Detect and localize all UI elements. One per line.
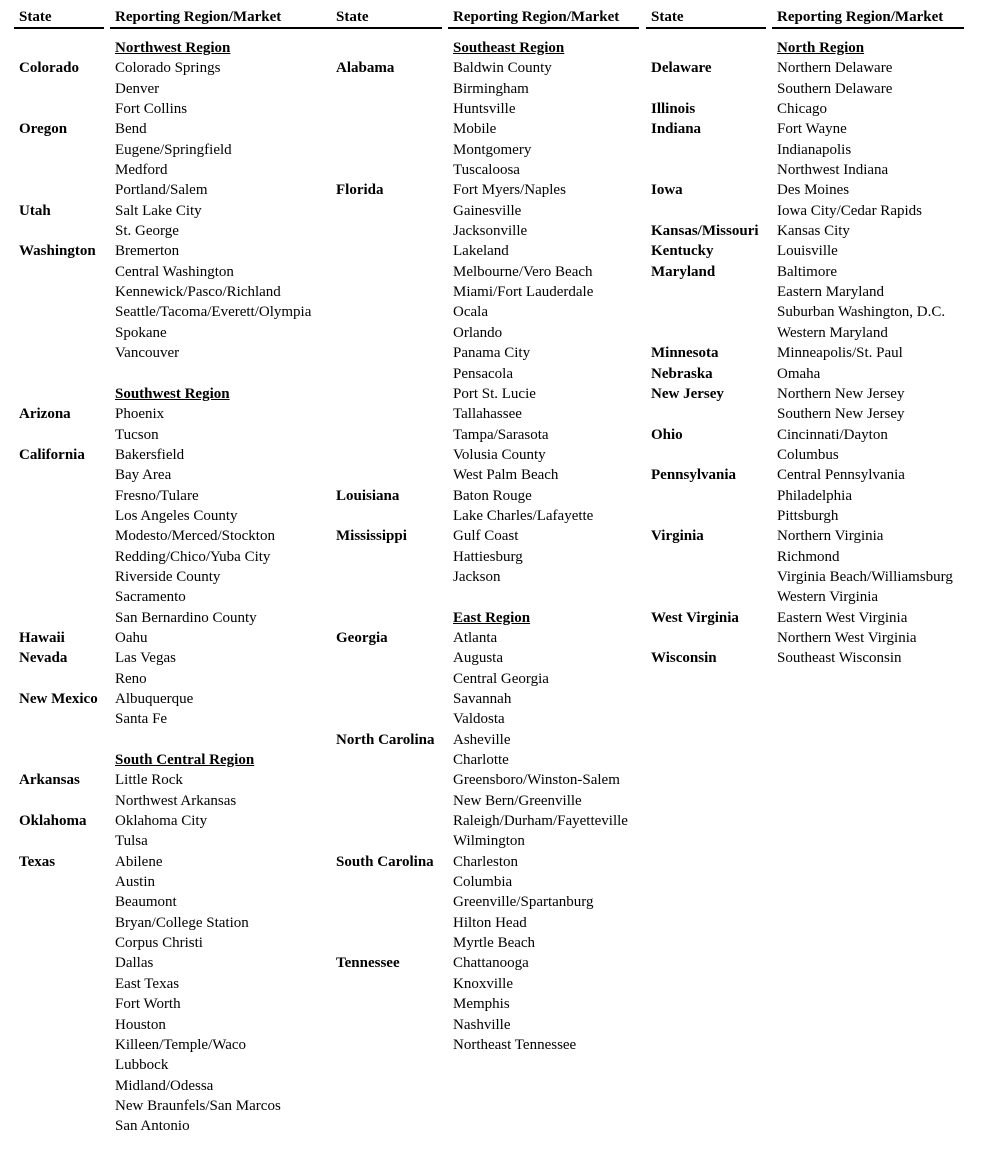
state-cell: Nebraska bbox=[651, 365, 713, 382]
market-cell: Charleston bbox=[453, 853, 518, 870]
market-cell: Cincinnati/Dayton bbox=[777, 426, 888, 443]
state-cell: Nevada bbox=[19, 650, 68, 667]
region-heading: Northwest Region bbox=[115, 40, 231, 56]
market-cell: Tuscaloosa bbox=[453, 162, 520, 179]
market-cell: Spokane bbox=[115, 324, 167, 341]
market-cell: Colorado Springs bbox=[115, 60, 221, 77]
market-cell: Jacksonville bbox=[453, 223, 528, 240]
market-cell: Charlotte bbox=[453, 752, 509, 769]
market-cell: Santa Fe bbox=[115, 711, 168, 728]
market-cell: Savannah bbox=[453, 691, 512, 707]
market-cell: Knoxville bbox=[453, 975, 513, 992]
market-cell: Bay Area bbox=[115, 467, 172, 484]
market-cell: Northwest Indiana bbox=[777, 162, 889, 179]
market-cell: Louisville bbox=[777, 243, 838, 260]
market-cell: Chattanooga bbox=[453, 955, 529, 972]
market-cell: Killeen/Temple/Waco bbox=[115, 1036, 247, 1053]
market-cell: Sacramento bbox=[115, 589, 186, 606]
state-cell: California bbox=[19, 446, 85, 463]
market-cell: Portland/Salem bbox=[115, 182, 208, 199]
market-cell: Volusia County bbox=[453, 446, 546, 463]
state-cell: Washington bbox=[19, 243, 96, 260]
market-cell: Beaumont bbox=[115, 894, 177, 911]
state-header-rule bbox=[14, 27, 104, 29]
state-cell: Delaware bbox=[651, 60, 712, 77]
state-cell: Indiana bbox=[651, 121, 702, 138]
market-cell: Reno bbox=[115, 670, 147, 687]
market-cell: Greenville/Spartanburg bbox=[453, 894, 594, 911]
market-cell: Augusta bbox=[453, 650, 503, 667]
market-cell: Southeast Wisconsin bbox=[777, 650, 902, 667]
state-cell: Arkansas bbox=[19, 772, 80, 789]
market-cell: Iowa City/Cedar Rapids bbox=[777, 202, 922, 219]
market-cell: San Bernardino County bbox=[115, 609, 257, 626]
market-cell: Melbourne/Vero Beach bbox=[453, 263, 593, 280]
market-cell: Huntsville bbox=[453, 101, 516, 118]
market-cell: Panama City bbox=[453, 345, 531, 362]
market-cell: Richmond bbox=[777, 548, 840, 565]
market-header-rule bbox=[772, 27, 964, 29]
region-heading: Southeast Region bbox=[453, 40, 565, 56]
market-cell: Modesto/Merced/Stockton bbox=[115, 528, 275, 545]
market-cell: Philadelphia bbox=[777, 487, 852, 504]
market-cell: Hilton Head bbox=[453, 914, 527, 931]
market-cell: Houston bbox=[115, 1016, 166, 1033]
market-cell: Baton Rouge bbox=[453, 487, 532, 504]
state-cell: Texas bbox=[19, 853, 56, 870]
region-heading: Southwest Region bbox=[115, 385, 230, 402]
market-cell: Tulsa bbox=[115, 833, 148, 850]
state-cell: South Carolina bbox=[336, 853, 434, 870]
market-cell: Suburban Washington, D.C. bbox=[777, 304, 946, 321]
state-header-rule bbox=[331, 27, 442, 29]
market-cell: Oahu bbox=[115, 629, 148, 646]
market-header: Reporting Region/Market bbox=[777, 9, 944, 25]
market-cell: Bend bbox=[115, 121, 147, 138]
state-cell: Florida bbox=[336, 182, 384, 199]
market-header-rule bbox=[110, 27, 338, 29]
state-cell: Utah bbox=[19, 202, 51, 219]
market-cell: Eastern West Virginia bbox=[777, 609, 908, 626]
market-cell: New Braunfels/San Marcos bbox=[115, 1097, 281, 1114]
market-cell: Columbia bbox=[453, 874, 513, 891]
market-cell: Abilene bbox=[115, 853, 163, 870]
market-cell: Denver bbox=[115, 80, 160, 97]
state-header: State bbox=[19, 9, 52, 25]
market-cell: Bryan/College Station bbox=[115, 914, 249, 931]
state-cell: Pennsylvania bbox=[651, 467, 737, 484]
market-cell: Indianapolis bbox=[777, 141, 852, 158]
market-cell: Northeast Tennessee bbox=[453, 1036, 577, 1053]
market-cell: Fresno/Tulare bbox=[115, 487, 199, 504]
market-cell: Baldwin County bbox=[453, 60, 552, 77]
market-cell: Des Moines bbox=[777, 182, 850, 199]
market-cell: Columbus bbox=[777, 446, 839, 463]
state-cell: Tennessee bbox=[336, 955, 400, 972]
state-cell: New Mexico bbox=[19, 691, 98, 707]
market-cell: Fort Wayne bbox=[777, 121, 847, 138]
market-cell: Orlando bbox=[453, 324, 503, 341]
market-cell: Birmingham bbox=[453, 80, 529, 97]
market-cell: Dallas bbox=[115, 955, 154, 972]
market-cell: Kansas City bbox=[777, 223, 850, 240]
state-cell: Ohio bbox=[651, 426, 683, 443]
market-cell: Northern West Virginia bbox=[777, 629, 917, 646]
state-cell: North Carolina bbox=[336, 731, 435, 748]
region-heading: East Region bbox=[453, 609, 531, 626]
state-cell: Hawaii bbox=[19, 629, 65, 646]
market-cell: Tallahassee bbox=[453, 406, 522, 423]
market-cell: Central Georgia bbox=[453, 670, 549, 687]
market-cell: Central Washington bbox=[115, 263, 234, 280]
market-cell: Southern Delaware bbox=[777, 80, 893, 97]
state-header: State bbox=[651, 9, 684, 25]
market-cell: Jackson bbox=[453, 568, 501, 585]
market-cell: Asheville bbox=[453, 731, 511, 748]
market-cell: Medford bbox=[115, 162, 168, 179]
market-header: Reporting Region/Market bbox=[115, 9, 282, 25]
market-cell: Minneapolis/St. Paul bbox=[777, 345, 903, 362]
market-cell: Atlanta bbox=[453, 629, 498, 646]
market-cell: Miami/Fort Lauderdale bbox=[453, 284, 594, 301]
market-cell: Seattle/Tacoma/Everett/Olympia bbox=[115, 304, 312, 321]
market-cell: Northern Delaware bbox=[777, 60, 893, 77]
market-cell: Raleigh/Durham/Fayetteville bbox=[453, 813, 628, 830]
market-cell: Memphis bbox=[453, 996, 510, 1013]
market-cell: Myrtle Beach bbox=[453, 935, 536, 952]
market-cell: Pittsburgh bbox=[777, 507, 839, 524]
market-cell: Riverside County bbox=[115, 568, 221, 585]
state-cell: Virginia bbox=[651, 528, 704, 545]
market-cell: Northern Virginia bbox=[777, 528, 884, 545]
market-cell: Baltimore bbox=[777, 263, 837, 280]
market-header: Reporting Region/Market bbox=[453, 9, 620, 25]
market-cell: Fort Collins bbox=[115, 101, 188, 118]
market-cell: Salt Lake City bbox=[115, 202, 202, 219]
market-cell: East Texas bbox=[115, 975, 180, 992]
market-cell: Lubbock bbox=[115, 1057, 169, 1074]
market-cell: New Bern/Greenville bbox=[453, 792, 582, 809]
market-cell: Hattiesburg bbox=[453, 548, 523, 565]
market-cell: Midland/Odessa bbox=[115, 1077, 214, 1094]
region-heading: South Central Region bbox=[115, 752, 255, 769]
market-header-rule bbox=[448, 27, 639, 29]
market-cell: Bremerton bbox=[115, 243, 180, 260]
market-cell: Virginia Beach/Williamsburg bbox=[777, 568, 953, 585]
market-cell: Ocala bbox=[453, 304, 488, 321]
market-cell: Corpus Christi bbox=[115, 935, 203, 952]
state-cell: Minnesota bbox=[651, 345, 719, 362]
market-cell: Kennewick/Pasco/Richland bbox=[115, 284, 281, 301]
state-cell: Arizona bbox=[19, 406, 71, 423]
market-cell: San Antonio bbox=[115, 1118, 190, 1135]
market-cell: Western Maryland bbox=[777, 324, 888, 341]
market-cell: Redding/Chico/Yuba City bbox=[115, 548, 271, 565]
state-cell: Louisiana bbox=[336, 487, 400, 504]
market-cell: Southern New Jersey bbox=[777, 406, 905, 423]
market-cell: Albuquerque bbox=[115, 691, 194, 707]
market-cell: Eastern Maryland bbox=[777, 284, 885, 301]
market-cell: Wilmington bbox=[453, 833, 525, 850]
market-cell: Chicago bbox=[777, 101, 827, 118]
state-cell: New Jersey bbox=[651, 385, 724, 402]
state-cell: Colorado bbox=[19, 60, 79, 77]
market-cell: Fort Worth bbox=[115, 996, 181, 1013]
state-cell: West Virginia bbox=[651, 609, 739, 626]
state-cell: Kansas/Missouri bbox=[651, 223, 759, 240]
market-cell: Port St. Lucie bbox=[453, 385, 536, 402]
market-cell: Vancouver bbox=[115, 345, 180, 362]
market-cell: Little Rock bbox=[115, 772, 183, 789]
market-cell: Gainesville bbox=[453, 202, 522, 219]
market-cell: Fort Myers/Naples bbox=[453, 182, 566, 199]
market-cell: Phoenix bbox=[115, 406, 165, 423]
market-cell: Bakersfield bbox=[115, 446, 185, 463]
state-cell: Kentucky bbox=[651, 243, 714, 260]
market-cell: Lake Charles/Lafayette bbox=[453, 507, 594, 524]
state-cell: Georgia bbox=[336, 629, 388, 646]
state-cell: Oklahoma bbox=[19, 813, 87, 830]
state-cell: Alabama bbox=[336, 60, 395, 77]
market-cell: Austin bbox=[115, 874, 156, 891]
market-cell: Valdosta bbox=[453, 711, 505, 728]
market-cell: Montgomery bbox=[453, 141, 532, 158]
state-header: State bbox=[336, 9, 369, 25]
market-cell: Mobile bbox=[453, 121, 497, 138]
market-cell: Tucson bbox=[115, 426, 159, 443]
market-cell: Western Virginia bbox=[777, 589, 879, 606]
market-cell: Las Vegas bbox=[115, 650, 176, 667]
market-cell: Los Angeles County bbox=[115, 507, 238, 524]
market-cell: Tampa/Sarasota bbox=[453, 426, 549, 443]
region-heading: North Region bbox=[777, 40, 865, 56]
state-cell: Maryland bbox=[651, 263, 716, 280]
market-cell: Central Pennsylvania bbox=[777, 467, 905, 484]
market-cell: Omaha bbox=[777, 365, 821, 382]
state-cell: Wisconsin bbox=[651, 650, 717, 667]
market-cell: Gulf Coast bbox=[453, 528, 519, 545]
state-header-rule bbox=[646, 27, 766, 29]
market-cell: Eugene/Springfield bbox=[115, 141, 232, 158]
state-cell: Mississippi bbox=[336, 528, 407, 545]
market-cell: Nashville bbox=[453, 1016, 511, 1033]
state-cell: Oregon bbox=[19, 121, 68, 138]
market-cell: West Palm Beach bbox=[453, 467, 559, 484]
market-cell: St. George bbox=[115, 223, 179, 240]
market-cell: Oklahoma City bbox=[115, 813, 208, 830]
market-cell: Greensboro/Winston-Salem bbox=[453, 772, 620, 789]
state-cell: Illinois bbox=[651, 101, 696, 118]
market-cell: Lakeland bbox=[453, 243, 509, 260]
market-cell: Northwest Arkansas bbox=[115, 792, 237, 809]
market-cell: Pensacola bbox=[453, 365, 513, 382]
state-cell: Iowa bbox=[651, 182, 683, 199]
market-cell: Northern New Jersey bbox=[777, 385, 905, 402]
